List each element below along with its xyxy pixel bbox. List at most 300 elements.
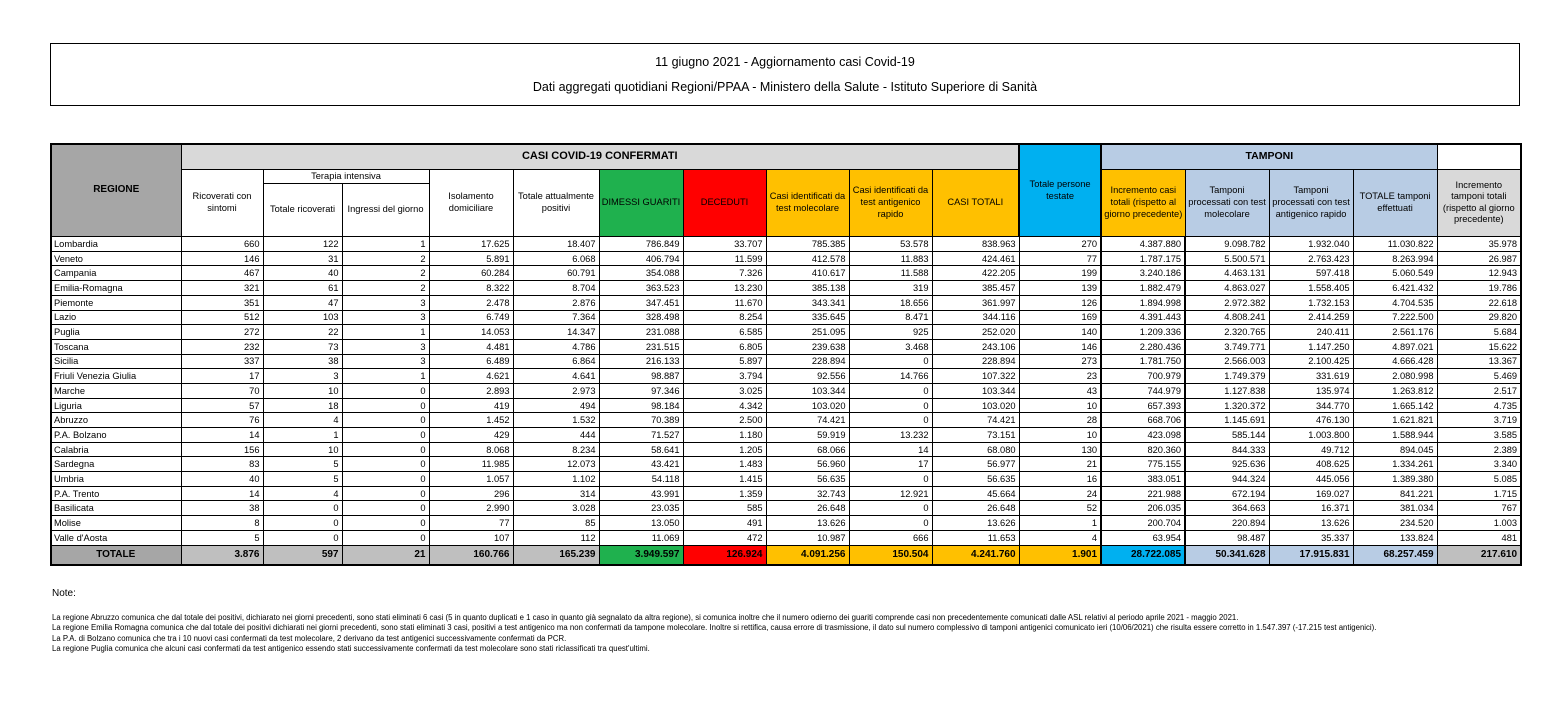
value-cell: 14 [849, 442, 932, 457]
value-cell: 1 [263, 428, 342, 443]
column-header-casi-totali: CASI TOTALI [932, 169, 1019, 237]
notes-heading: Note: [52, 588, 76, 599]
value-cell: 2.566.003 [1185, 354, 1269, 369]
value-cell: 422.205 [932, 266, 1019, 281]
column-header-regione: REGIONE [51, 144, 181, 237]
value-cell: 10 [1019, 428, 1101, 443]
value-cell: 4.808.241 [1185, 310, 1269, 325]
value-cell: 12.073 [513, 457, 599, 472]
value-cell: 5 [263, 472, 342, 487]
region-cell: P.A. Bolzano [51, 428, 181, 443]
table-row [51, 383, 1521, 398]
value-cell: 444 [513, 428, 599, 443]
value-cell: 597 [263, 545, 342, 565]
value-cell: 491 [683, 516, 766, 531]
table-row [51, 281, 1521, 296]
value-cell: 406.794 [599, 251, 683, 266]
value-cell: 1.102 [513, 472, 599, 487]
value-cell: 4.897.021 [1353, 339, 1437, 354]
table-row [51, 530, 1521, 545]
table-row [51, 472, 1521, 487]
value-cell: 364.663 [1185, 501, 1269, 516]
column-header-ingressi-del-giorno: Ingressi del giorno [342, 184, 429, 237]
value-cell: 363.523 [599, 281, 683, 296]
value-cell: 13.626 [766, 516, 849, 531]
value-cell: 107 [429, 530, 513, 545]
value-cell: 7.222.500 [1353, 310, 1437, 325]
value-cell: 61 [263, 281, 342, 296]
value-cell: 335.645 [766, 310, 849, 325]
value-cell: 7.364 [513, 310, 599, 325]
value-cell: 43.991 [599, 486, 683, 501]
table-body [51, 237, 1521, 565]
value-cell: 3 [342, 354, 429, 369]
value-cell: 54.118 [599, 472, 683, 487]
value-cell: 59.919 [766, 428, 849, 443]
value-cell: 5.060.549 [1353, 266, 1437, 281]
value-cell: 221.988 [1101, 486, 1185, 501]
value-cell: 2.893 [429, 383, 513, 398]
value-cell: 1.389.380 [1353, 472, 1437, 487]
value-cell: 13.050 [599, 516, 683, 531]
value-cell: 14.347 [513, 325, 599, 340]
table-header [51, 144, 1521, 237]
value-cell: 83 [181, 457, 263, 472]
region-cell: Abruzzo [51, 413, 181, 428]
value-cell: 2.414.259 [1269, 310, 1353, 325]
value-cell: 18.656 [849, 295, 932, 310]
value-cell: 1.532 [513, 413, 599, 428]
table-row [51, 325, 1521, 340]
value-cell: 3 [342, 339, 429, 354]
value-cell: 272 [181, 325, 263, 340]
value-cell: 35.337 [1269, 530, 1353, 545]
value-cell: 3 [263, 369, 342, 384]
value-cell: 660 [181, 237, 263, 252]
value-cell: 1.452 [429, 413, 513, 428]
value-cell: 217.610 [1437, 545, 1521, 565]
value-cell: 1.145.691 [1185, 413, 1269, 428]
value-cell: 17.625 [429, 237, 513, 252]
value-cell: 1.147.250 [1269, 339, 1353, 354]
value-cell: 60.791 [513, 266, 599, 281]
value-cell: 130 [1019, 442, 1101, 457]
value-cell: 6.421.432 [1353, 281, 1437, 296]
value-cell: 216.133 [599, 354, 683, 369]
value-cell: 56.960 [766, 457, 849, 472]
covid-data-table-wrapper [50, 143, 1522, 566]
value-cell: 0 [342, 472, 429, 487]
value-cell: 0 [849, 398, 932, 413]
value-cell: 476.130 [1269, 413, 1353, 428]
value-cell: 1 [342, 325, 429, 340]
value-cell: 139 [1019, 281, 1101, 296]
value-cell: 5.085 [1437, 472, 1521, 487]
value-cell: 331.619 [1269, 369, 1353, 384]
value-cell: 22.618 [1437, 295, 1521, 310]
value-cell: 4.641 [513, 369, 599, 384]
value-cell: 126.924 [683, 545, 766, 565]
value-cell: 6.068 [513, 251, 599, 266]
value-cell: 98.184 [599, 398, 683, 413]
value-cell: 585 [683, 501, 766, 516]
value-cell: 206.035 [1101, 501, 1185, 516]
value-cell: 140 [1019, 325, 1101, 340]
value-cell: 17.915.831 [1269, 545, 1353, 565]
value-cell: 251.095 [766, 325, 849, 340]
value-cell: 74.421 [932, 413, 1019, 428]
region-cell: Lombardia [51, 237, 181, 252]
value-cell: 410.617 [766, 266, 849, 281]
value-cell: 424.461 [932, 251, 1019, 266]
value-cell: 3.025 [683, 383, 766, 398]
value-cell: 107.322 [932, 369, 1019, 384]
value-cell: 786.849 [599, 237, 683, 252]
value-cell: 16 [1019, 472, 1101, 487]
value-cell: 1.621.821 [1353, 413, 1437, 428]
value-cell: 2 [342, 281, 429, 296]
value-cell: 11.985 [429, 457, 513, 472]
table-row [51, 516, 1521, 531]
table-row [51, 237, 1521, 252]
value-cell: 8.704 [513, 281, 599, 296]
value-cell: 6.864 [513, 354, 599, 369]
value-cell: 0 [849, 383, 932, 398]
value-cell: 52 [1019, 501, 1101, 516]
value-cell: 2.876 [513, 295, 599, 310]
value-cell: 0 [342, 398, 429, 413]
value-cell: 228.894 [766, 354, 849, 369]
note-line: La regione Abruzzo comunica che dal totale dei positivi, dichiarato nei giorni precedenti, sono stati eliminati 6 casi (5 in quanto duplicati e 1 caso in quanto già segnalato da altra regione), si comunica inoltre che il numero odierno dei guariti comprende casi non precedentemente comunicati dalle ASL relativi al periodo aprile 2021 - maggio 2021. [52, 613, 1239, 622]
value-cell: 2.500 [683, 413, 766, 428]
value-cell: 112 [513, 530, 599, 545]
value-cell: 0 [263, 516, 342, 531]
value-cell: 1 [342, 237, 429, 252]
value-cell: 10 [263, 383, 342, 398]
page-title: 11 giugno 2021 - Aggiornamento casi Covid-19 [655, 55, 915, 69]
value-cell: 126 [1019, 295, 1101, 310]
note-line: La P.A. di Bolzano comunica che tra i 10 nuovi casi confermati da test molecolare, 2 derivano da test antigenici successivamente confermati da PCR. [52, 633, 567, 643]
value-cell: 14 [181, 486, 263, 501]
value-cell: 844.333 [1185, 442, 1269, 457]
value-cell: 77 [1019, 251, 1101, 266]
value-cell: 63.954 [1101, 530, 1185, 545]
value-cell: 228.894 [932, 354, 1019, 369]
value-cell: 354.088 [599, 266, 683, 281]
value-cell: 31 [263, 251, 342, 266]
value-cell: 0 [342, 413, 429, 428]
value-cell: 4 [1019, 530, 1101, 545]
covid-data-table [50, 143, 1522, 566]
value-cell: 28 [1019, 413, 1101, 428]
value-cell: 38 [181, 501, 263, 516]
column-header-dimessi-guariti: DIMESSI GUARITI [599, 169, 683, 237]
value-cell: 33.707 [683, 237, 766, 252]
table-row [51, 428, 1521, 443]
value-cell: 512 [181, 310, 263, 325]
value-cell: 775.155 [1101, 457, 1185, 472]
value-cell: 841.221 [1353, 486, 1437, 501]
region-cell: Puglia [51, 325, 181, 340]
value-cell: 1.732.153 [1269, 295, 1353, 310]
value-cell: 381.034 [1353, 501, 1437, 516]
value-cell: 68.066 [766, 442, 849, 457]
notes-section [52, 588, 1522, 654]
column-header-casi-test-molecolare: Casi identificati da test molecolare [766, 169, 849, 237]
value-cell: 3 [342, 295, 429, 310]
value-cell: 494 [513, 398, 599, 413]
value-cell: 4 [263, 413, 342, 428]
column-header-totale-tamponi: TOTALE tamponi effettuati [1353, 169, 1437, 237]
value-cell: 347.451 [599, 295, 683, 310]
value-cell: 231.088 [599, 325, 683, 340]
value-cell: 13.230 [683, 281, 766, 296]
value-cell: 1.483 [683, 457, 766, 472]
value-cell: 1 [1019, 516, 1101, 531]
value-cell: 2.517 [1437, 383, 1521, 398]
value-cell: 7.326 [683, 266, 766, 281]
value-cell: 925.636 [1185, 457, 1269, 472]
value-cell: 8.471 [849, 310, 932, 325]
region-cell: Sicilia [51, 354, 181, 369]
total-row [51, 545, 1521, 565]
value-cell: 3 [342, 310, 429, 325]
value-cell: 0 [263, 501, 342, 516]
value-cell: 17 [849, 457, 932, 472]
value-cell: 408.625 [1269, 457, 1353, 472]
value-cell: 3.949.597 [599, 545, 683, 565]
table-row [51, 251, 1521, 266]
value-cell: 321 [181, 281, 263, 296]
column-header-incremento-tamponi: Incremento tamponi totali (rispetto al giorno precedente) [1437, 169, 1521, 237]
value-cell: 423.098 [1101, 428, 1185, 443]
value-cell: 2.320.765 [1185, 325, 1269, 340]
value-cell: 92.556 [766, 369, 849, 384]
value-cell: 1.205 [683, 442, 766, 457]
region-cell: Sardegna [51, 457, 181, 472]
value-cell: 1.781.750 [1101, 354, 1185, 369]
value-cell: 43 [1019, 383, 1101, 398]
region-cell: P.A. Trento [51, 486, 181, 501]
value-cell: 252.020 [932, 325, 1019, 340]
value-cell: 412.578 [766, 251, 849, 266]
value-cell: 1.415 [683, 472, 766, 487]
value-cell: 68.257.459 [1353, 545, 1437, 565]
value-cell: 5 [263, 457, 342, 472]
column-header-totale-ricoverati: Totale ricoverati [263, 184, 342, 237]
value-cell: 5.897 [683, 354, 766, 369]
value-cell: 8.263.994 [1353, 251, 1437, 266]
region-cell: Friuli Venezia Giulia [51, 369, 181, 384]
region-cell: Lazio [51, 310, 181, 325]
value-cell: 22 [263, 325, 342, 340]
value-cell: 5.891 [429, 251, 513, 266]
value-cell: 26.648 [932, 501, 1019, 516]
region-cell: Veneto [51, 251, 181, 266]
value-cell: 0 [849, 472, 932, 487]
value-cell: 53.578 [849, 237, 932, 252]
value-cell: 3.719 [1437, 413, 1521, 428]
value-cell: 925 [849, 325, 932, 340]
value-cell: 2.972.382 [1185, 295, 1269, 310]
value-cell: 3.876 [181, 545, 263, 565]
value-cell: 38 [263, 354, 342, 369]
table-row [51, 501, 1521, 516]
region-cell: Calabria [51, 442, 181, 457]
page-subtitle: Dati aggregati quotidiani Regioni/PPAA - Ministero della Salute - Istituto Superiore di Sanità [532, 80, 1038, 94]
value-cell: 18.407 [513, 237, 599, 252]
value-cell: 2.280.436 [1101, 339, 1185, 354]
header-sub-row [51, 169, 1521, 184]
value-cell: 1.749.379 [1185, 369, 1269, 384]
value-cell: 1.263.812 [1353, 383, 1437, 398]
table-row [51, 266, 1521, 281]
table-row [51, 413, 1521, 428]
value-cell: 344.770 [1269, 398, 1353, 413]
value-cell: 2.973 [513, 383, 599, 398]
value-cell: 1.665.142 [1353, 398, 1437, 413]
value-cell: 8 [181, 516, 263, 531]
group-header-casi-confermati: CASI COVID-19 CONFERMATI [181, 144, 1019, 169]
value-cell: 0 [849, 413, 932, 428]
value-cell: 4.391.443 [1101, 310, 1185, 325]
value-cell: 3.749.771 [1185, 339, 1269, 354]
table-row [51, 398, 1521, 413]
value-cell: 8.068 [429, 442, 513, 457]
value-cell: 146 [1019, 339, 1101, 354]
value-cell: 597.418 [1269, 266, 1353, 281]
value-cell: 4.863.027 [1185, 281, 1269, 296]
value-cell: 2.389 [1437, 442, 1521, 457]
value-cell: 4.241.760 [932, 545, 1019, 565]
table-row [51, 369, 1521, 384]
value-cell: 40 [181, 472, 263, 487]
table-row [51, 354, 1521, 369]
value-cell: 32.743 [766, 486, 849, 501]
value-cell: 585.144 [1185, 428, 1269, 443]
value-cell: 4.704.535 [1353, 295, 1437, 310]
value-cell: 15.622 [1437, 339, 1521, 354]
value-cell: 146 [181, 251, 263, 266]
value-cell: 5.500.571 [1185, 251, 1269, 266]
value-cell: 18 [263, 398, 342, 413]
value-cell: 57 [181, 398, 263, 413]
value-cell: 944.324 [1185, 472, 1269, 487]
value-cell: 1.715 [1437, 486, 1521, 501]
value-cell: 1.932.040 [1269, 237, 1353, 252]
value-cell: 234.520 [1353, 516, 1437, 531]
value-cell: 1.558.405 [1269, 281, 1353, 296]
value-cell: 3.340 [1437, 457, 1521, 472]
value-cell: 4.463.131 [1185, 266, 1269, 281]
region-cell: Emilia-Romagna [51, 281, 181, 296]
value-cell: 383.051 [1101, 472, 1185, 487]
value-cell: 1.787.175 [1101, 251, 1185, 266]
value-cell: 2.561.176 [1353, 325, 1437, 340]
value-cell: 13.626 [932, 516, 1019, 531]
value-cell: 21 [342, 545, 429, 565]
value-cell: 29.820 [1437, 310, 1521, 325]
value-cell: 481 [1437, 530, 1521, 545]
value-cell: 0 [342, 486, 429, 501]
value-cell: 1.882.479 [1101, 281, 1185, 296]
value-cell: 10.987 [766, 530, 849, 545]
value-cell: 11.069 [599, 530, 683, 545]
region-cell: Campania [51, 266, 181, 281]
value-cell: 74.421 [766, 413, 849, 428]
value-cell: 56.635 [932, 472, 1019, 487]
value-cell: 337 [181, 354, 263, 369]
value-cell: 2.100.425 [1269, 354, 1353, 369]
value-cell: 273 [1019, 354, 1101, 369]
total-label-cell: TOTALE [51, 545, 181, 565]
value-cell: 385.457 [932, 281, 1019, 296]
value-cell: 10 [1019, 398, 1101, 413]
value-cell: 1.209.336 [1101, 325, 1185, 340]
group-header-tamponi: TAMPONI [1101, 144, 1437, 169]
value-cell: 14 [181, 428, 263, 443]
column-header-tamponi-antigenico: Tamponi processati con test antigenico rapido [1269, 169, 1353, 237]
column-header-totale-persone-testate: Totale persone testate [1019, 144, 1101, 237]
region-cell: Valle d'Aosta [51, 530, 181, 545]
value-cell: 21 [1019, 457, 1101, 472]
table-row [51, 486, 1521, 501]
value-cell: 156 [181, 442, 263, 457]
value-cell: 3.794 [683, 369, 766, 384]
value-cell: 6.489 [429, 354, 513, 369]
value-cell: 894.045 [1353, 442, 1437, 457]
value-cell: 4.786 [513, 339, 599, 354]
value-cell: 0 [263, 530, 342, 545]
column-header-isolamento-domiciliare: Isolamento domiciliare [429, 169, 513, 237]
value-cell: 150.504 [849, 545, 932, 565]
value-cell: 1.003 [1437, 516, 1521, 531]
value-cell: 14.053 [429, 325, 513, 340]
value-cell: 472 [683, 530, 766, 545]
value-cell: 50.341.628 [1185, 545, 1269, 565]
value-cell: 1.003.800 [1269, 428, 1353, 443]
value-cell: 160.766 [429, 545, 513, 565]
note-line: La regione Puglia comunica che alcuni casi confermati da test antigenico essendo stati successivamente confermati da test molecolare sono stati riclassificati tra quest'ultimi. [52, 643, 650, 653]
value-cell: 4.091.256 [766, 545, 849, 565]
value-cell: 13.367 [1437, 354, 1521, 369]
value-cell: 0 [342, 457, 429, 472]
value-cell: 744.979 [1101, 383, 1185, 398]
table-row [51, 310, 1521, 325]
value-cell: 1.588.944 [1353, 428, 1437, 443]
value-cell: 4.621 [429, 369, 513, 384]
value-cell: 28.722.085 [1101, 545, 1185, 565]
value-cell: 2 [342, 266, 429, 281]
value-cell: 0 [849, 501, 932, 516]
value-cell: 3.240.186 [1101, 266, 1185, 281]
value-cell: 103.020 [766, 398, 849, 413]
value-cell: 1.057 [429, 472, 513, 487]
value-cell: 8.254 [683, 310, 766, 325]
value-cell: 361.997 [932, 295, 1019, 310]
value-cell: 35.978 [1437, 237, 1521, 252]
value-cell: 767 [1437, 501, 1521, 516]
column-header-ricoverati-con-sintomi: Ricoverati con sintomi [181, 169, 263, 237]
region-cell: Marche [51, 383, 181, 398]
value-cell: 98.887 [599, 369, 683, 384]
value-cell: 13.232 [849, 428, 932, 443]
value-cell: 4.481 [429, 339, 513, 354]
column-header-incremento-casi-totali: Incremento casi totali (rispetto al giorno precedente) [1101, 169, 1185, 237]
value-cell: 76 [181, 413, 263, 428]
value-cell: 135.974 [1269, 383, 1353, 398]
value-cell: 319 [849, 281, 932, 296]
